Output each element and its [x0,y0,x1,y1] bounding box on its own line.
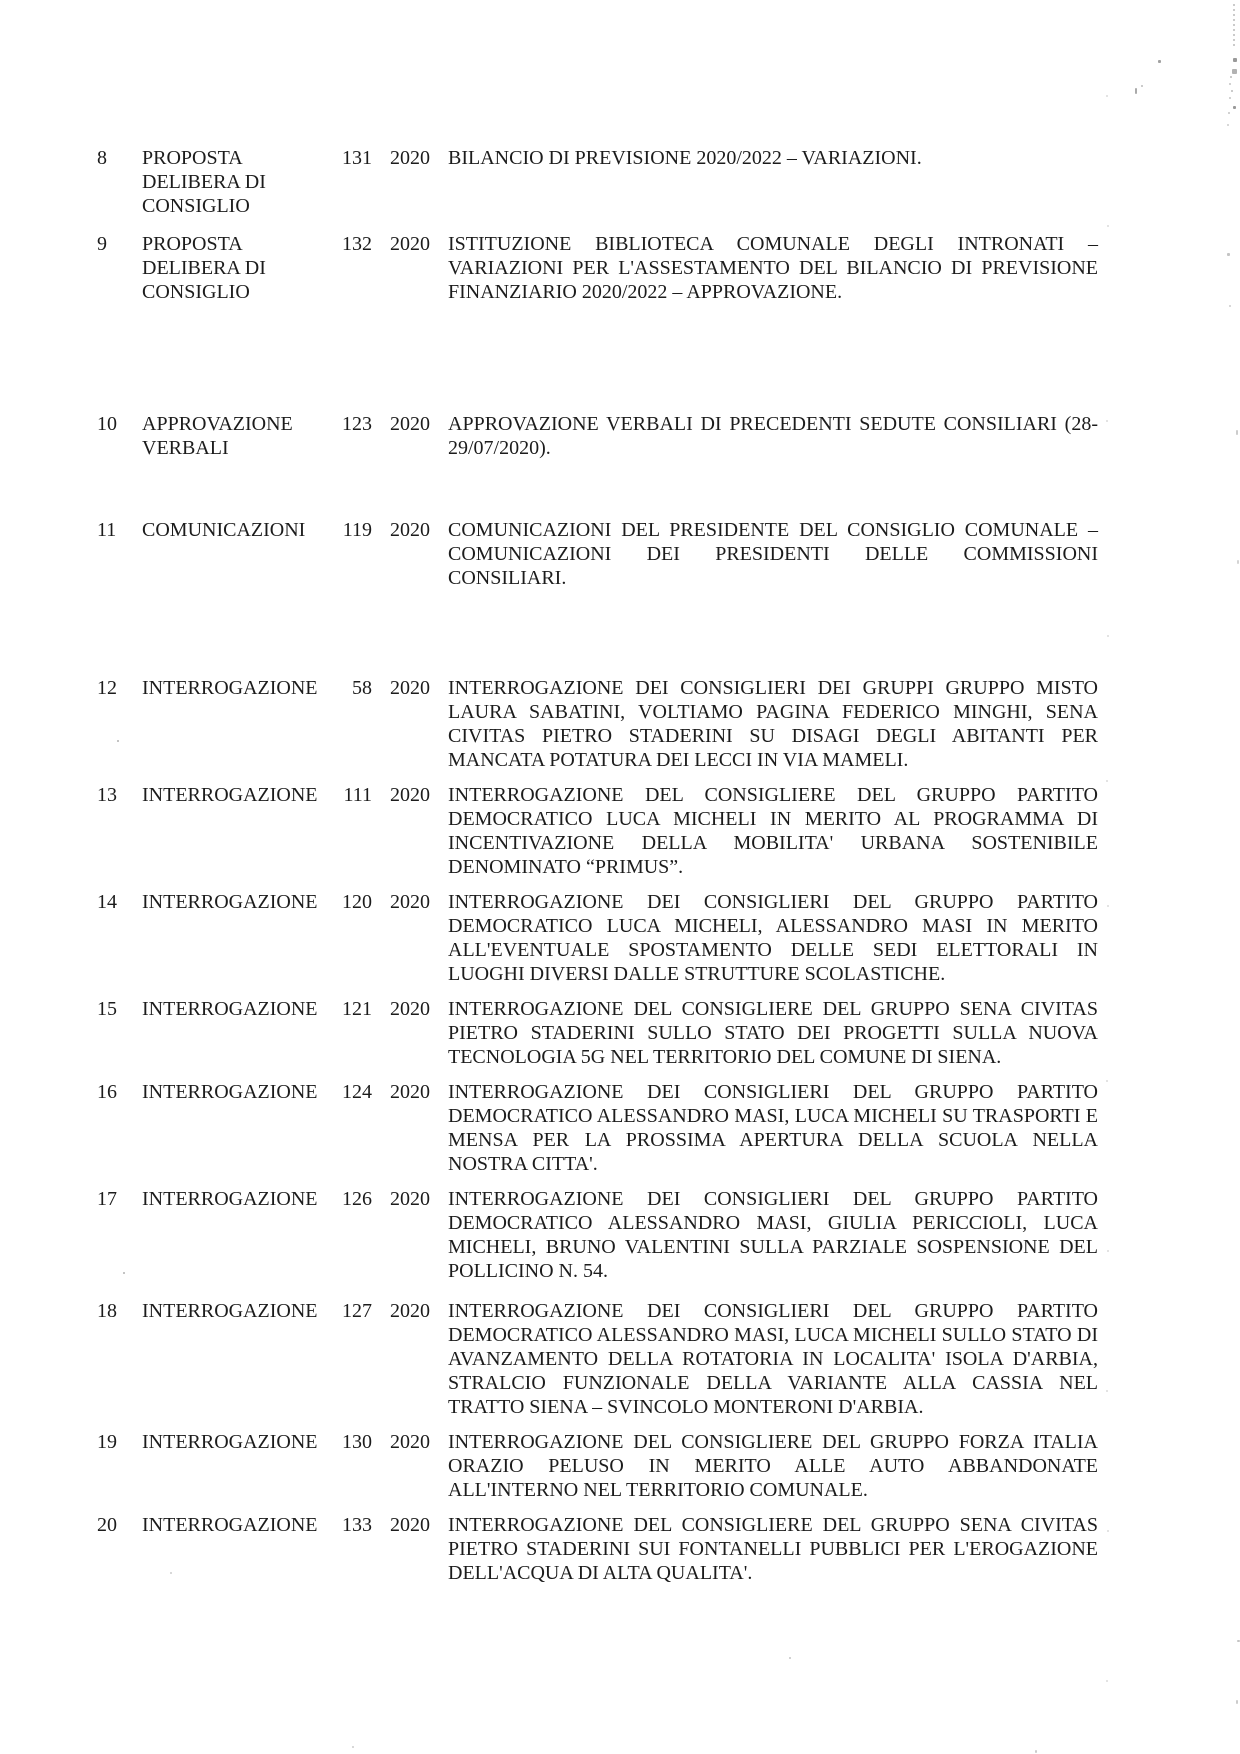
scan-speck [1233,4,1235,6]
item-number: 18 [97,1300,117,1322]
scan-speck [1232,69,1237,74]
scan-speck [1230,76,1232,78]
item-type: INTERROGAZIONE [142,1081,318,1103]
scan-speck [1107,1530,1109,1532]
scan-speck [1233,14,1235,16]
proposal-year: 2020 [390,677,430,699]
proposal-number: 119 [342,519,372,541]
proposal-number: 130 [342,1431,372,1453]
proposal-year: 2020 [390,891,430,913]
item-type: PROPOSTA DELIBERA DI CONSIGLIO [142,147,266,217]
agenda-row [97,1080,1098,1176]
item-number: 19 [97,1431,117,1453]
item-description: ISTITUZIONE BIBLIOTECA COMUNALE DEGLI INTRONATI – VARIAZIONI PER L'ASSESTAMENTO DEL BILANCIO DI PREVISIONE FINANZIARIO 2020/2022 – APPROVAZIONE. [448,233,1098,303]
scan-speck [1231,90,1233,92]
proposal-year: 2020 [390,1514,430,1536]
proposal-year: 2020 [390,413,430,435]
agenda-row [97,146,1098,218]
item-number: 10 [97,413,117,435]
scan-speck [1106,95,1108,97]
item-description: INTERROGAZIONE DEL CONSIGLIERE DEL GRUPPO SENA CIVITAS PIETRO STADERINI SUI FONTANELLI PUBBLICI PER L'EROGAZIONE DELL'ACQUA DI ALTA QUALITA'. [448,1514,1098,1584]
agenda-row [97,1299,1098,1419]
scan-speck [1106,780,1108,782]
scan-speck [1107,225,1109,227]
proposal-year: 2020 [390,147,430,169]
scan-speck [1233,9,1235,11]
proposal-number: 111 [343,784,372,806]
scan-speck [1107,1250,1109,1252]
proposal-number: 121 [342,998,372,1020]
scan-speck [1233,24,1235,26]
scan-speck [1106,1390,1108,1392]
scan-speck [1229,97,1231,99]
proposal-year: 2020 [390,233,430,255]
scan-speck [1158,60,1161,63]
item-type: INTERROGAZIONE [142,998,318,1020]
proposal-year: 2020 [390,1431,430,1453]
proposal-year: 2020 [390,998,430,1020]
proposal-year: 2020 [390,1081,430,1103]
item-description: INTERROGAZIONE DEI CONSIGLIERI DEL GRUPPO PARTITO DEMOCRATICO ALESSANDRO MASI, LUCA MICHELI SU TRASPORTI E MENSA PER LA PROSSIMA APERTURA DELLA SCUOLA NELLA NOSTRA CITTA'. [448,1081,1098,1175]
scan-speck [1236,430,1238,435]
item-type: PROPOSTA DELIBERA DI CONSIGLIO [142,233,266,303]
item-description: COMUNICAZIONI DEL PRESIDENTE DEL CONSIGLIO COMUNALE – COMUNICAZIONI DEI PRESIDENTI DELLE COMMISSIONI CONSILIARI. [448,519,1098,589]
scan-speck [1106,420,1108,422]
proposal-number: 58 [352,677,372,699]
proposal-year: 2020 [390,1300,430,1322]
agenda-row [97,1187,1098,1283]
scan-speck [1236,1700,1238,1704]
item-number: 14 [97,891,117,913]
item-type: COMUNICAZIONI [142,519,306,541]
scan-speck [1233,29,1235,31]
agenda-row [97,1430,1098,1502]
item-description: INTERROGAZIONE DEI CONSIGLIERI DEL GRUPPO PARTITO DEMOCRATICO ALESSANDRO MASI, LUCA MICHELI SULLO STATO DI AVANZAMENTO DELLA ROTATORIA IN LOCALITA' ISOLA D'ARBIA, STRALCIO FUNZIONALE DELLA VARIANTE ALLA CASSIA NEL TRATTO SIENA – SVINCOLO MONTERONI D'ARBIA. [448,1300,1098,1418]
proposal-number: 123 [342,413,372,435]
proposal-year: 2020 [390,784,430,806]
scan-speck [1233,34,1235,36]
agenda-row [97,412,1098,460]
item-description: INTERROGAZIONE DEI CONSIGLIERI DEL GRUPPO PARTITO DEMOCRATICO LUCA MICHELI, ALESSANDRO MASI IN MERITO ALL'EVENTUALE SPOSTAMENTO DELLE SEDI ELETTORALI IN LUOGHI DIVERSI DALLE STRUTTURE SCOLASTICHE. [448,891,1098,985]
item-number: 15 [97,998,117,1020]
item-number: 9 [97,233,107,255]
scan-speck [1107,905,1109,907]
agenda-row [97,997,1098,1069]
scan-speck [1035,1750,1037,1753]
item-type: INTERROGAZIONE [142,677,318,699]
item-description: INTERROGAZIONE DEL CONSIGLIERE DEL GRUPPO PARTITO DEMOCRATICO LUCA MICHELI IN MERITO AL PROGRAMMA DI INCENTIVAZIONE DELLA MOBILITA' URBANA SOSTENIBILE DENOMINATO “PRIMUS”. [448,784,1098,878]
scan-speck [1227,253,1230,256]
item-type: APPROVAZIONE VERBALI [142,413,293,459]
proposal-number: 124 [342,1081,372,1103]
item-type: INTERROGAZIONE [142,784,318,806]
scan-speck [1229,305,1231,307]
item-description: APPROVAZIONE VERBALI DI PRECEDENTI SEDUTE CONSILIARI (28-29/07/2020). [448,413,1098,459]
scan-speck [1233,19,1235,21]
item-number: 12 [97,677,117,699]
proposal-number: 131 [342,147,372,169]
scan-speck [1107,635,1109,637]
agenda-row [97,232,1098,304]
scan-speck [1228,112,1230,114]
item-number: 8 [97,147,107,169]
agenda-row [97,783,1098,879]
item-description: INTERROGAZIONE DEL CONSIGLIERE DEL GRUPPO FORZA ITALIA ORAZIO PELUSO IN MERITO ALLE AUTO ABBANDONATE ALL'INTERNO NEL TERRITORIO COMUNALE. [448,1431,1098,1501]
scan-speck [789,1657,791,1659]
item-description: INTERROGAZIONE DEL CONSIGLIERE DEL GRUPPO SENA CIVITAS PIETRO STADERINI SULLO STATO DEI PROGETTI SULLA NUOVA TECNOLOGIA 5G NEL TERRITORIO DEL COMUNE DI SIENA. [448,998,1098,1068]
item-type: INTERROGAZIONE [142,1431,318,1453]
proposal-number: 120 [342,891,372,913]
agenda-row [97,518,1098,590]
item-description: INTERROGAZIONE DEI CONSIGLIERI DEI GRUPPI GRUPPO MISTO LAURA SABATINI, VOLTIAMO PAGINA FEDERICO MINGHI, SENA CIVITAS PIETRO STADERINI SU DISAGI DEGLI ABITANTI PER MANCATA POTATURA DEI LECCI IN VIA MAMELI. [448,677,1098,771]
proposal-number: 133 [342,1514,372,1536]
item-type: INTERROGAZIONE [142,1300,318,1322]
scan-speck [1233,39,1235,41]
item-description: BILANCIO DI PREVISIONE 2020/2022 – VARIAZIONI. [448,147,922,169]
agenda-table [97,146,1098,1585]
scan-speck [1106,1680,1108,1682]
agenda-row [97,676,1098,772]
scan-speck [1233,44,1235,46]
scan-speck [1141,85,1143,87]
proposal-number: 127 [342,1300,372,1322]
agenda-row [97,890,1098,986]
proposal-year: 2020 [390,1188,430,1210]
scan-speck [1233,106,1236,109]
proposal-year: 2020 [390,519,430,541]
item-number: 11 [97,519,117,541]
item-number: 16 [97,1081,117,1103]
scan-speck [352,1746,354,1748]
item-type: INTERROGAZIONE [142,1514,318,1536]
scan-speck [1135,88,1137,94]
item-number: 13 [97,784,117,806]
item-description: INTERROGAZIONE DEI CONSIGLIERI DEL GRUPPO PARTITO DEMOCRATICO ALESSANDRO MASI, GIULIA PERICCIOLI, LUCA MICHELI, BRUNO VALENTINI SULLA PARZIALE SOSPENSIONE DEL POLLICINO N. 54. [448,1188,1098,1282]
item-number: 20 [97,1514,117,1536]
item-type: INTERROGAZIONE [142,891,318,913]
scan-speck [1229,83,1231,85]
item-type: INTERROGAZIONE [142,1188,318,1210]
item-number: 17 [97,1188,117,1210]
agenda-row [97,1513,1098,1585]
scan-speck [1237,560,1239,564]
proposal-number: 126 [342,1188,372,1210]
scan-speck [1106,1080,1108,1082]
scan-speck [1227,124,1229,126]
scan-speck [1233,58,1237,62]
proposal-number: 132 [342,233,372,255]
